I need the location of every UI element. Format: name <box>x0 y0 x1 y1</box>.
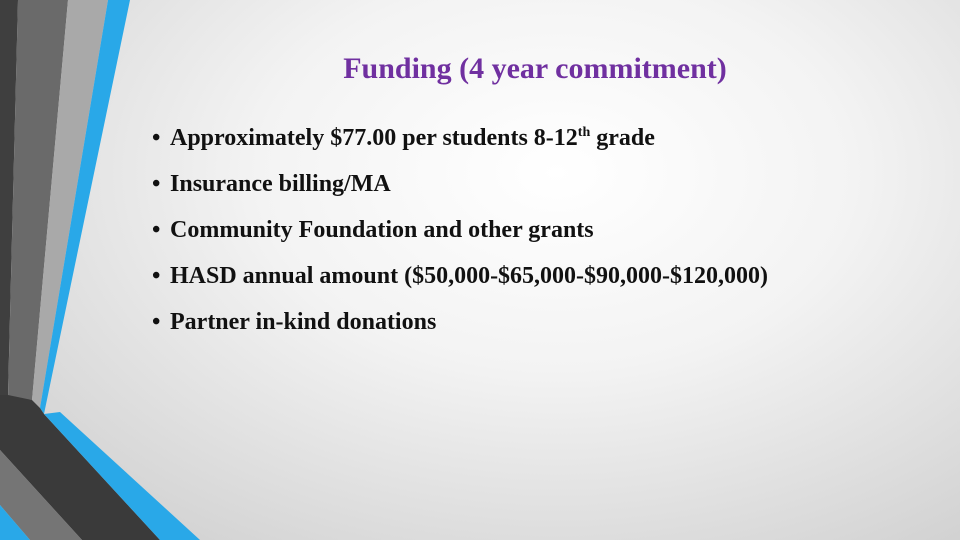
decor-lower-gray-band <box>0 450 82 540</box>
bullet-item-community-foundation <box>152 212 768 258</box>
decor-lower-blue-band-2 <box>0 505 30 540</box>
bullet-text: Community Foundation and other grants <box>170 217 594 243</box>
decor-lower-dark-band <box>0 395 160 540</box>
decor-lower-blue-band <box>44 412 200 540</box>
bullet-text: Insurance billing/MA <box>170 171 391 197</box>
decor-gray-band <box>8 0 68 400</box>
bullet-dot-icon: • <box>152 309 161 335</box>
decor-light-band <box>32 0 108 408</box>
bullet-list <box>152 120 768 350</box>
bullet-dot-icon: • <box>152 171 161 197</box>
bullet-text: HASD annual amount ($50,000-$65,000-$90,000-$120,000) <box>170 263 769 289</box>
bullet-item-cost-per-student <box>152 120 768 166</box>
bullet-superscript: th <box>577 125 591 140</box>
slide-title: Funding (4 year commitment) <box>343 52 727 85</box>
bullet-item-partner-donations <box>152 304 768 350</box>
bullet-text: Partner in-kind donations <box>170 309 437 335</box>
bullet-text-after: grade <box>590 125 655 151</box>
bullet-item-hasd-annual <box>152 258 768 304</box>
decor-dark-band <box>0 0 18 395</box>
bullet-dot-icon: • <box>152 217 161 243</box>
bullet-dot-icon: • <box>152 263 161 289</box>
bullet-dot-icon: • <box>152 125 161 151</box>
decor-blue-band <box>40 0 130 414</box>
bullet-item-insurance <box>152 166 768 212</box>
bullet-text: Approximately $77.00 per students 8-12 <box>170 125 578 151</box>
